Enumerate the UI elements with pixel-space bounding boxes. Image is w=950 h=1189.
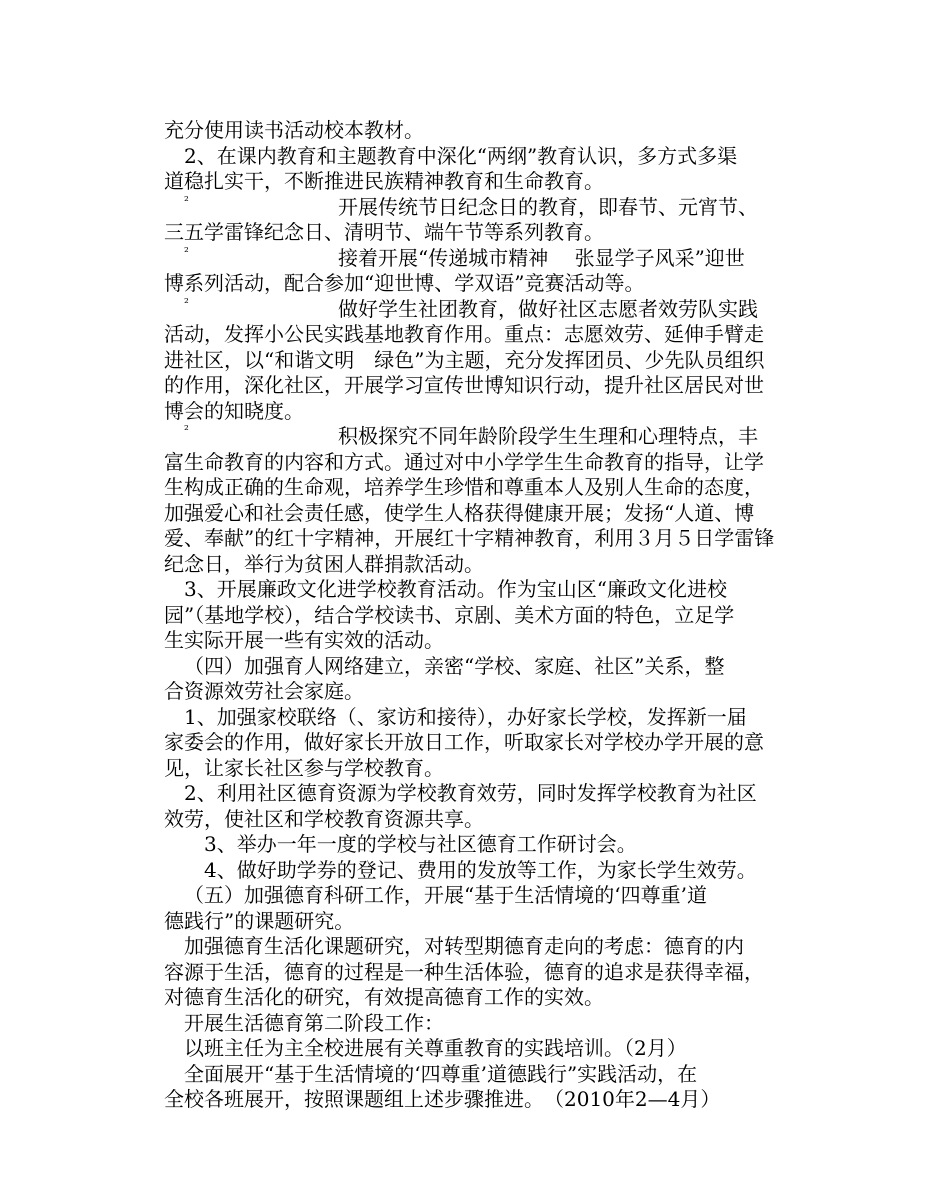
text-line: 积极探究不同年龄阶段学生生理和心理特点，丰 xyxy=(338,424,758,448)
text-line: 合资源效劳社会家庭。 xyxy=(164,679,364,703)
text-line: 的作用，深化社区，开展学习宣传世博知识行动，提升社区居民对世 xyxy=(164,373,764,397)
text-line: 博系列活动，配合参加“迎世博、学双语”竞赛活动等。 xyxy=(164,271,645,295)
text-line: 1、加强家校联络（、家访和接待），办好家长学校，发挥新一届 xyxy=(184,704,747,729)
text-line: 德践行”的课题研究。 xyxy=(164,908,355,933)
text-line: 做好学生社团教育，做好社区志愿者效劳队实践 xyxy=(338,296,758,321)
text-line: 三五学雷锋纪念日、清明节、端午节等系列教育。 xyxy=(164,220,604,244)
text-line: 3、开展廉政文化进学校教育活动。作为宝山区“廉政文化进校 xyxy=(184,577,727,601)
text-line: 加强德育生活化课题研究，对转型期德育走向的考虑：德育的内 xyxy=(184,934,744,958)
text-line: 道稳扎实干，不断推进民族精神教育和生命教育。 xyxy=(164,169,604,193)
text-line: 进社区，以“和谐文明 绿色”为主题，充分发挥团员、少先队员组织 xyxy=(164,347,765,372)
text-line: 爱、奉献”的红十字精神，开展红十字精神教育，利用３月５日学雷锋 xyxy=(164,526,775,550)
bullet-marker: ² xyxy=(184,295,189,310)
bullet-line xyxy=(164,297,814,323)
text-line: 富生命教育的内容和方式。通过对中小学学生生命教育的指导，让学 xyxy=(164,449,764,474)
text-line: 对德育生活化的研究，有效提高德育工作的实效。 xyxy=(164,985,604,1009)
text-line: 全校各班展开，按照课题组上述步骤推进。 （2010年2—4月） xyxy=(164,1087,721,1111)
bullet-line xyxy=(164,424,814,450)
text-line: （五）加强德育科研工作，开展“基于生活情境的‘四尊重’道 xyxy=(184,883,707,907)
text-line: 开展生活德育第二阶段工作： xyxy=(184,1010,444,1035)
text-line: 2、在课内教育和主题教育中深化“两纲”教育认识，多方式多渠 xyxy=(184,143,738,168)
text-line: （四）加强育人网络建立，亲密“学校、家庭、社区”关系，整 xyxy=(184,653,725,678)
text-line: 纪念日，举行为贫困人群捐款活动。 xyxy=(164,551,484,576)
text-line: 开展传统节日纪念日的教育，即春节、元宵节、 xyxy=(338,194,758,219)
bullet-line xyxy=(164,246,814,272)
text-line: 博会的知晓度。 xyxy=(164,398,304,423)
text-line: 活动，发挥小公民实践基地教育作用。重点：志愿效劳、延伸手臂走 xyxy=(164,322,764,346)
text-line: 3、举办一年一度的学校与社区德育工作研讨会。 xyxy=(204,832,637,856)
text-line: 以班主任为主全校进展有关尊重教育的实践培训。（2月） xyxy=(184,1036,687,1060)
text-line: 家委会的作用，做好家长开放日工作，听取家长对学校办学开展的意 xyxy=(164,730,764,754)
text-line: 园”（基地学校），结合学校读书、京剧、美术方面的特色，立足学 xyxy=(164,602,735,627)
text-line: 充分使用读书活动校本教材。 xyxy=(164,118,424,142)
text-line: 接着开展“传递城市精神 张显学子风采”迎世 xyxy=(338,245,745,270)
text-line: 效劳，使社区和学校教育资源共享。 xyxy=(164,806,484,831)
text-line: 全面展开“基于生活情境的‘四尊重’道德践行”实践活动，在 xyxy=(184,1061,698,1086)
text-line: 生实际开展一些有实效的活动。 xyxy=(164,628,444,652)
text-line: 容源于生活，德育的过程是一种生活体验，德育的追求是获得幸福， xyxy=(164,959,764,984)
text-line: 2、利用社区德育资源为学校教育效劳，同时发挥学校教育为社区 xyxy=(184,781,757,805)
text-line: 4、做好助学券的登记、费用的发放等工作，为家长学生效劳。 xyxy=(204,857,757,882)
bullet-line xyxy=(164,195,814,221)
text-line: 见，让家长社区参与学校教育。 xyxy=(164,755,444,780)
text-line: 加强爱心和社会责任感，使学生人格获得健康开展；发扬“人道、博 xyxy=(164,500,755,525)
text-line: 生构成正确的生命观，培养学生珍惜和尊重本人及别人生命的态度， xyxy=(164,475,764,499)
document-body xyxy=(164,118,814,1113)
bullet-marker: ² xyxy=(184,244,189,259)
bullet-marker: ² xyxy=(184,193,189,208)
bullet-marker: ² xyxy=(184,423,189,437)
